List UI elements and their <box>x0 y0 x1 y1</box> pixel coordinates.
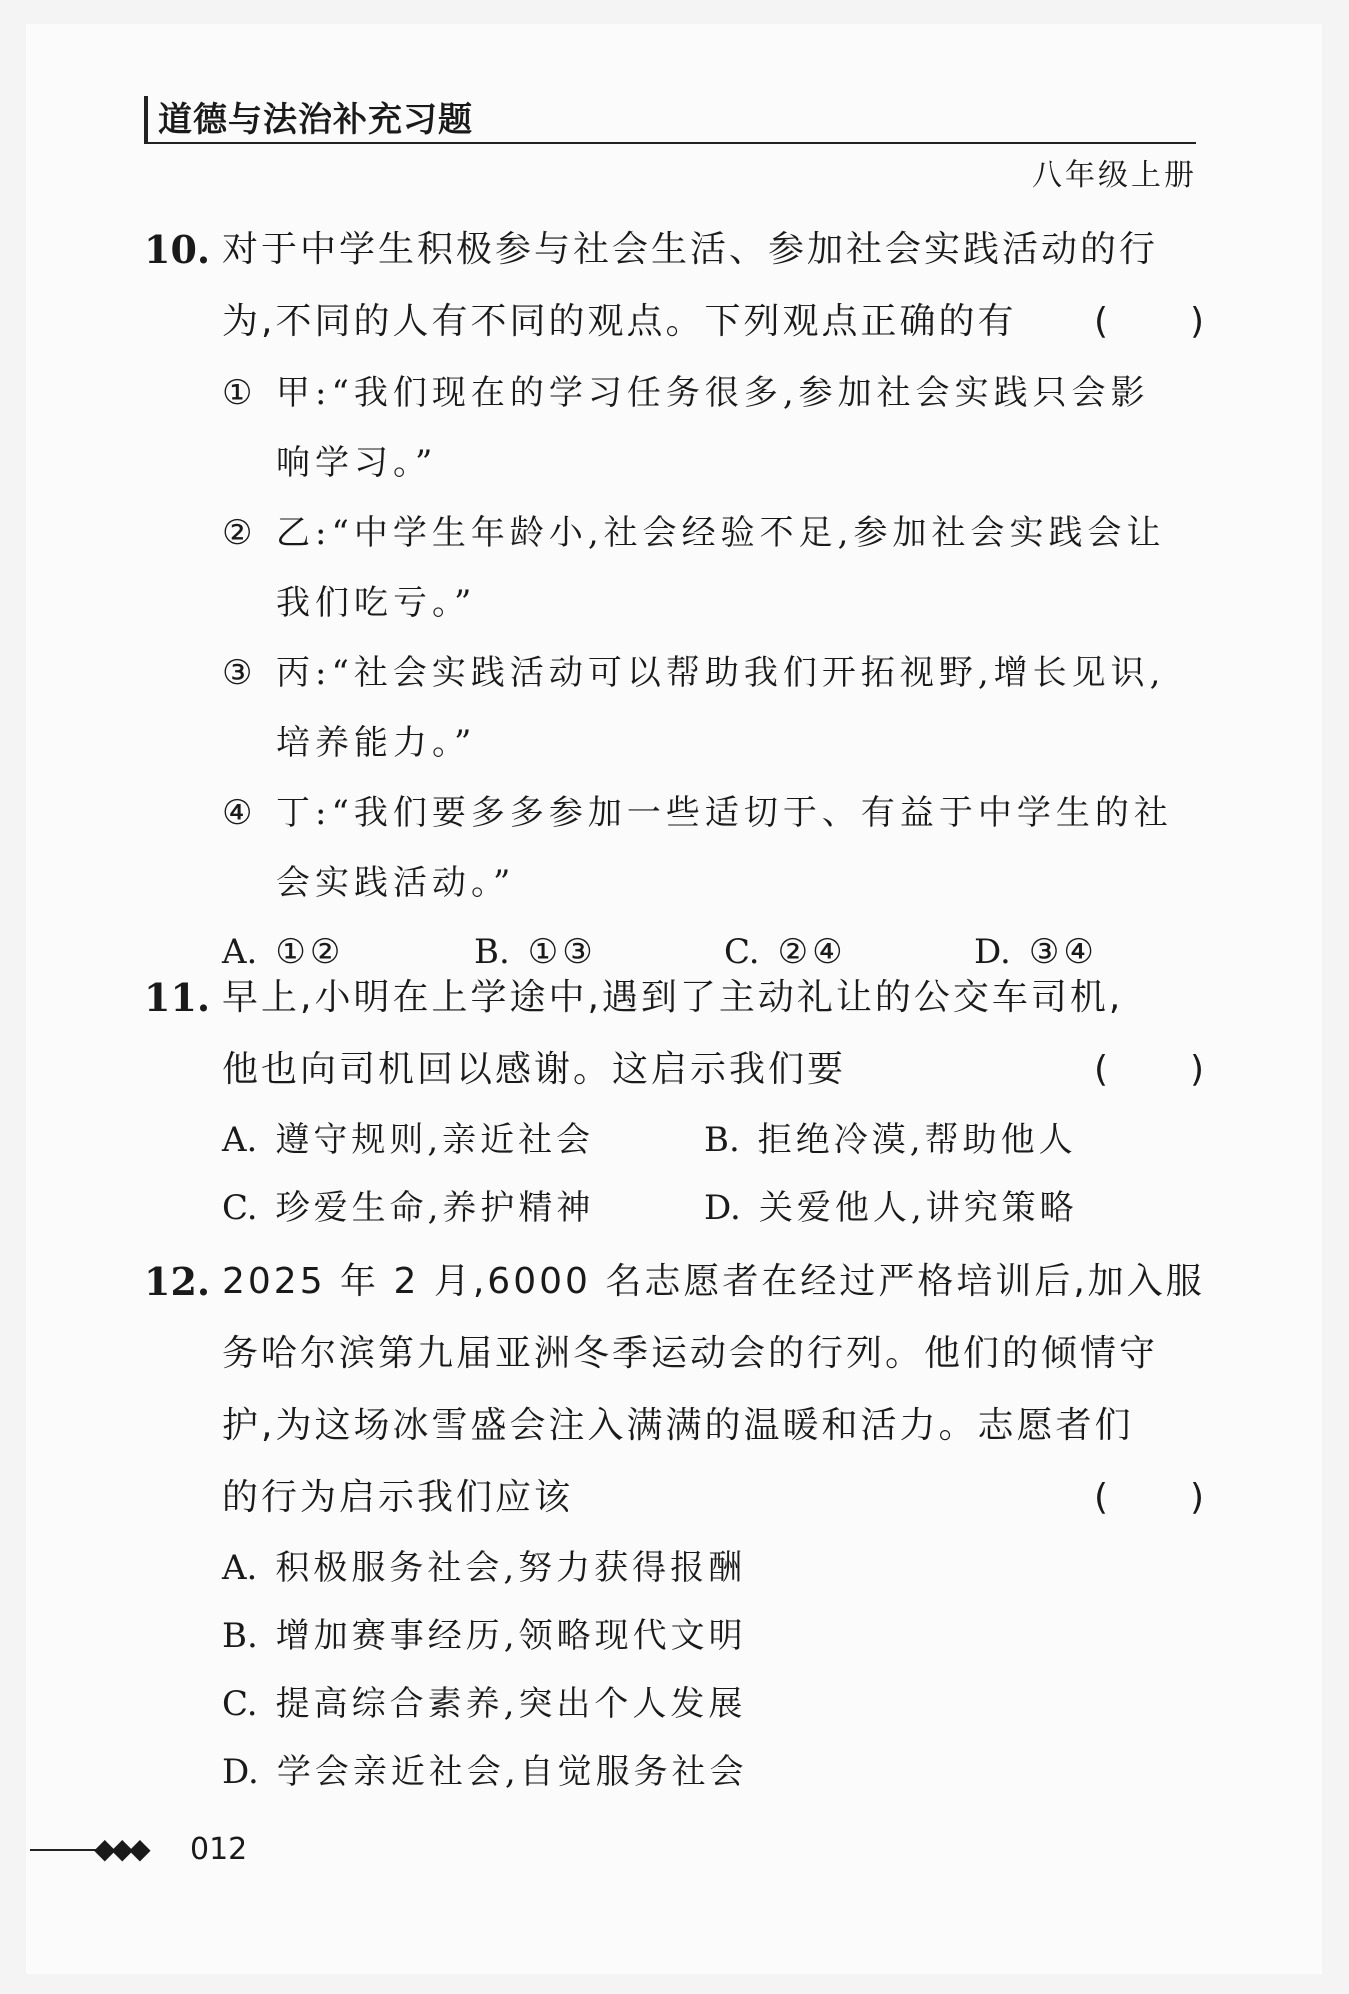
statement-line <box>144 358 1204 428</box>
footer-rule <box>30 1849 96 1851</box>
question-12 <box>144 1246 1204 1806</box>
question-text: 务哈尔滨第九届亚洲冬季运动会的行列。他们的倾情守 <box>222 1333 1159 1374</box>
question-line <box>144 1318 1204 1390</box>
question-line: 他也向司机回以感谢。这启示我们要 ( ) <box>144 1034 1204 1106</box>
choice-a[interactable]: A. 积极服务社会,努力获得报酬 <box>222 1548 747 1588</box>
question-10 <box>144 214 1204 986</box>
statement-line <box>144 848 1204 918</box>
choice-d[interactable]: D. 学会亲近社会,自觉服务社会 <box>222 1752 748 1792</box>
statement-text: 我们吃亏。” <box>276 583 477 623</box>
statement-line <box>144 498 1204 568</box>
statement-text: 丁:“我们要多多参加一些适切于、有益于中学生的社 <box>276 793 1173 833</box>
choice-b[interactable]: B. ①③ <box>474 932 597 972</box>
question-text: 为,不同的人有不同的观点。下列观点正确的有 <box>222 301 1017 342</box>
question-number: 11. <box>144 975 211 1020</box>
statement-text: 培养能力。” <box>276 723 477 763</box>
choice-d[interactable]: D. 关爱他人,讲究策略 <box>704 1188 1078 1228</box>
question-line <box>144 1390 1204 1462</box>
choice-row <box>144 1174 1204 1242</box>
question-text: 对于中学生积极参与社会生活、参加社会实践活动的行 <box>222 229 1159 270</box>
statement-line <box>144 568 1204 638</box>
statement-line <box>144 778 1204 848</box>
page-number: 012 <box>190 1832 248 1867</box>
choice-d[interactable]: D. ③④ <box>974 932 1098 972</box>
choice-a[interactable]: A. ①② <box>222 932 345 972</box>
statement-marker: ③ <box>222 653 258 693</box>
question-line: 的行为启示我们应该 ( ) <box>144 1462 1204 1534</box>
page-header <box>144 96 1196 144</box>
statement-text: 甲:“我们现在的学习任务很多,参加社会实践只会影 <box>276 373 1150 413</box>
choice-row <box>144 1602 1204 1670</box>
question-text: 护,为这场冰雪盛会注入满满的温暖和活力。志愿者们 <box>222 1405 1134 1446</box>
page-footer <box>30 1830 270 1870</box>
header-bar <box>144 96 148 144</box>
book-title: 道德与法治补充习题 <box>158 100 473 140</box>
choice-row <box>144 1106 1204 1174</box>
statement-text: 乙:“中学生年龄小,社会经验不足,参加社会实践会让 <box>276 513 1166 553</box>
choice-row <box>144 1670 1204 1738</box>
choice-b[interactable]: B. 拒绝冷漠,帮助他人 <box>704 1120 1077 1160</box>
header-rule <box>144 142 1196 144</box>
question-11 <box>144 962 1204 1242</box>
question-line <box>144 1246 1204 1318</box>
choice-c[interactable]: C. 提高综合素养,突出个人发展 <box>222 1684 747 1724</box>
statement-marker: ① <box>222 373 258 413</box>
question-line <box>144 962 1204 1034</box>
choice-c[interactable]: C. ②④ <box>724 932 847 972</box>
choice-c[interactable]: C. 珍爱生命,养护精神 <box>222 1188 595 1228</box>
diamond-icon: ◆◆◆ <box>94 1832 147 1865</box>
statement-marker: ② <box>222 513 258 553</box>
question-line: 为,不同的人有不同的观点。下列观点正确的有 ( ) <box>144 286 1204 358</box>
grade-label: 八年级上册 <box>1032 158 1197 193</box>
question-text: 早上,小明在上学途中,遇到了主动礼让的公交车司机, <box>222 977 1124 1018</box>
question-text: 2025 年 2 月,6000 名志愿者在经过严格培训后,加入服 <box>222 1261 1205 1302</box>
statement-line <box>144 708 1204 778</box>
statement-text: 会实践活动。” <box>276 863 516 903</box>
question-number: 12. <box>144 1259 211 1304</box>
statement-line <box>144 428 1204 498</box>
question-number: 10. <box>144 227 211 272</box>
choice-a[interactable]: A. 遵守规则,亲近社会 <box>222 1120 595 1160</box>
question-line <box>144 214 1204 286</box>
choice-row <box>144 1534 1204 1602</box>
question-text: 他也向司机回以感谢。这启示我们要 <box>222 1049 847 1090</box>
statement-marker: ④ <box>222 793 258 833</box>
statement-text: 丙:“社会实践活动可以帮助我们开拓视野,增长见识, <box>276 653 1166 693</box>
choice-b[interactable]: B. 增加赛事经历,领略现代文明 <box>222 1616 747 1656</box>
choice-row <box>144 1738 1204 1806</box>
statement-text: 响学习。” <box>276 443 438 483</box>
statement-line <box>144 638 1204 708</box>
question-text: 的行为启示我们应该 <box>222 1477 574 1518</box>
